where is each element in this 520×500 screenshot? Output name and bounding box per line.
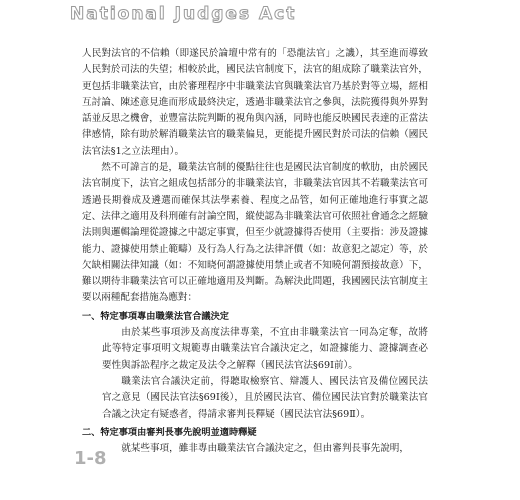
- section-1-paragraph-2: 職業法官合議決定前，得聽取檢察官、辯護人、國民法官及備位國民法官之意見（國民法官法§69Ⅰ後），且於國民法官、備位國民法官對於職業法官合議之決定有疑惑者，得請求審判長釋疑（國民法官法§69Ⅱ）。: [102, 375, 428, 420]
- section-2-heading: 二、特定事項由審判長事先說明並適時釋疑: [82, 426, 257, 438]
- section-1-paragraph-1: 由於某些事項涉及高度法律專業，不宜由非職業法官一同為定奪，故將此等特定事項明文規範專由職業法官合議決定之，如證據能力、證據調查必要性與訴訟程序之裁定及法令之解釋（國民法官法§69Ⅰ前）。: [102, 327, 428, 371]
- paragraph-2: 然不可諱言的是，職業法官制的優點往往也是國民法官制度的軟肋，由於國民法官制度下，法官之組成包括部分的非職業法官，非職業法官因其不若職業法官可透過長期養成及遴選而確保其法學素養、程度之品管，如何正確地進行事實之認定、法律之適用及科刑確有討論空間，縱使認為非職業法官可依照社會通念之經驗法則與邏輯論理從證據之中認定事實，但至少就證據得否使用（主要指：涉及證據能力、證據使用禁止範疇）及行為人行為之法律評價（如：故意犯之認定）等，於欠缺相關法律知識（如：不知晓何謂證據使用禁止或者不知曉何謂預接故意）下，難以期待非職業法官可以正確地適用及判斷。為解決此問題，我國國民法官制度主要以兩種配套措施為應對：: [82, 162, 428, 304]
- section-2-paragraph-1: 就某些事項，雖非專由職業法官合議決定之，但由審判長事先說明，: [121, 443, 409, 455]
- page-content: [82, 46, 428, 457]
- header-band: [0, 0, 520, 40]
- paragraph-1: 人民對法官的不信賴（即遂民於論壇中常有的「恐龍法官」之譏），其至進而導致人民對於司法的失望；相較於此，國民法官制度下，法官的組成除了職業法官外，更包括非職業法官，由於審理程序中非職業法官與職業法官乃基於對等立場，經相互討論、陳述意見進而形成最終決定，透過非職業法官之參與，法院獲得與外界對話並反思之機會，並豐富法院判斷的視角與內涵，同時也能反映國民表達的正當法律感情，除有助於解消職業法官的職業偏見，更能提升國民對於司法的信賴（國民法官法§1之立法理由）。: [82, 48, 428, 157]
- book-title-header: National Judges Act: [70, 4, 297, 24]
- section-1-heading: 一、特定事項專由職業法官合議決定: [82, 310, 229, 322]
- page-number: 1-8: [74, 448, 107, 469]
